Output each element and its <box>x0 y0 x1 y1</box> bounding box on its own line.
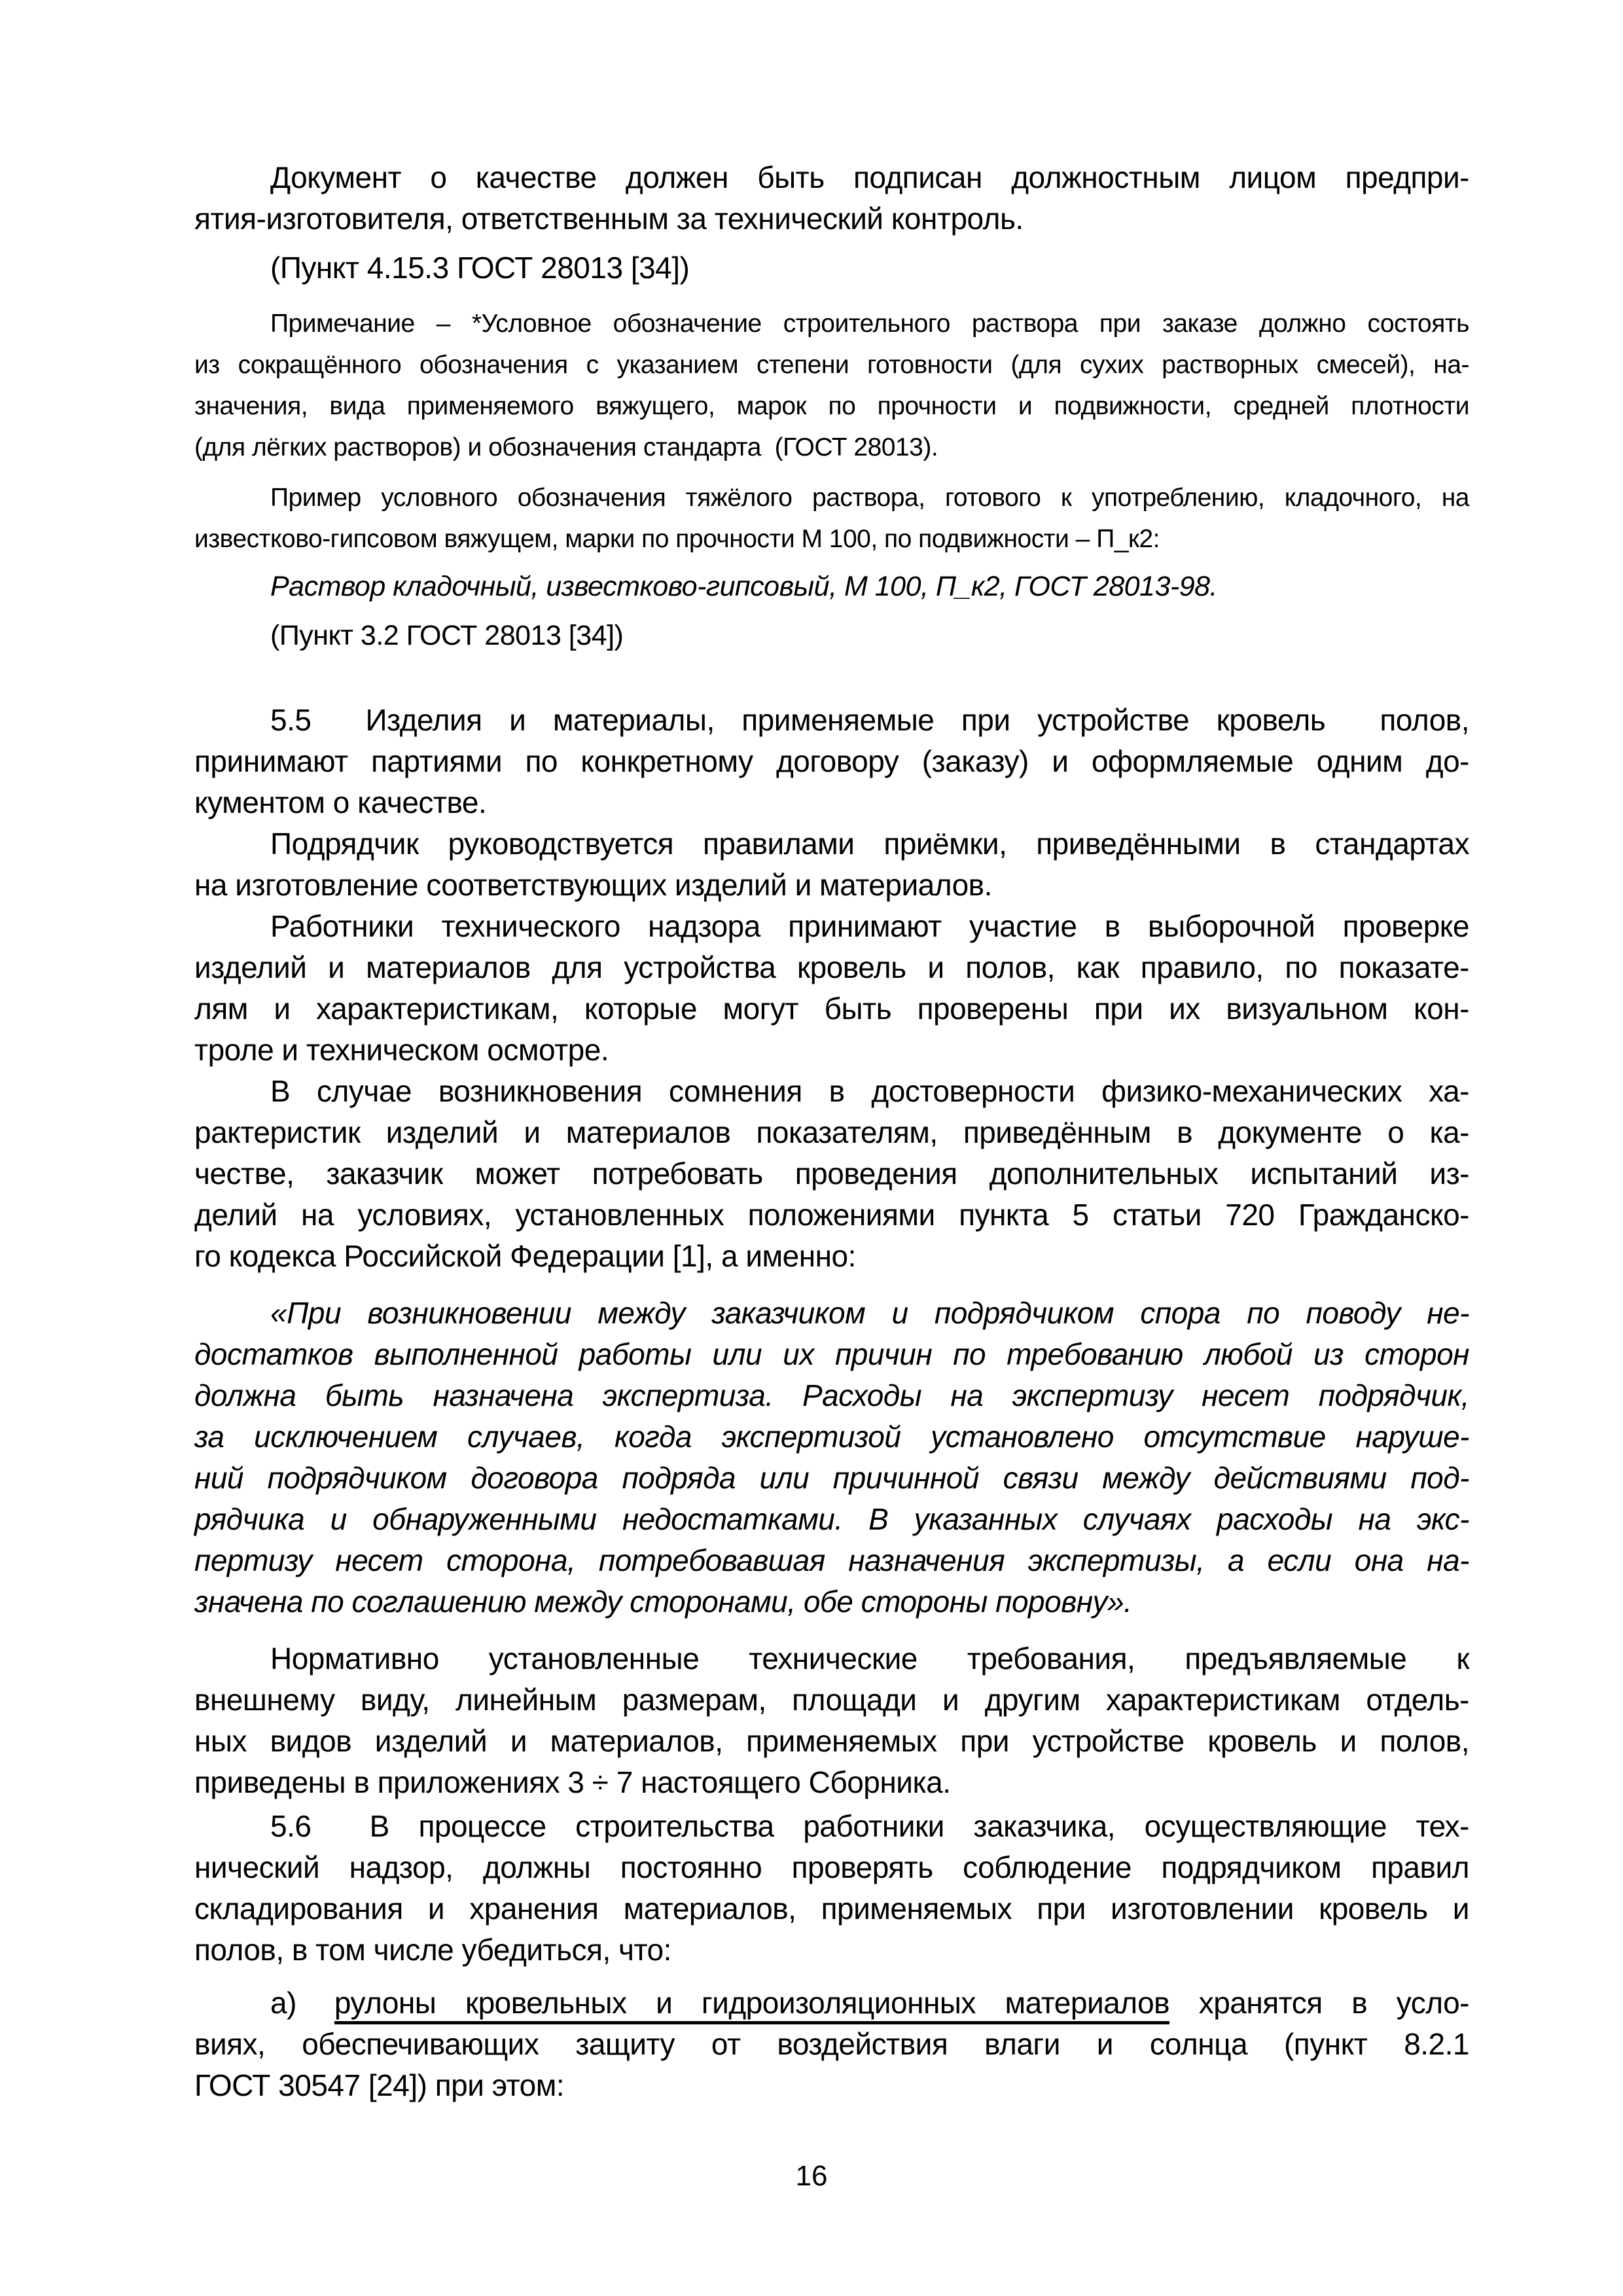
paragraph-6 <box>194 615 1469 656</box>
text-line: троле и техническом осмотре. <box>194 1033 609 1067</box>
text-line: приведены в приложениях 3 ÷ 7 настоящего Сборника. <box>194 1765 951 1799</box>
text-line: честве, заказчик может потребовать проведения дополнительных испытаний из- <box>194 1157 1469 1191</box>
text-line: изделий и материалов для устройства кровель и полов, как правило, по показате- <box>194 950 1469 984</box>
paragraph-11 <box>194 1293 1469 1623</box>
text-line <box>194 1982 1469 2024</box>
text-line: нический надзор, должны постоянно проверять соблюдение подрядчиком правил <box>194 1850 1469 1884</box>
paragraph-4 <box>194 477 1469 560</box>
paragraph-8 <box>194 823 1469 906</box>
text-line: 5.6 В процессе строительства работники заказчика, осуществляющие тех- <box>270 1809 1469 1843</box>
text-line: рядчика и обнаруженными недостатками. В указанных случаях расходы на экс- <box>194 1502 1469 1536</box>
page-number: 16 <box>795 2160 828 2192</box>
text-line: Документ о качестве должен быть подписан должностным лицом предпри- <box>270 160 1469 194</box>
text-line: «При возникновении между заказчиком и подрядчиком спора по поводу не- <box>270 1296 1469 1330</box>
text-line: известково-гипсовом вяжущем, марки по прочности М 100, по подвижности – П_к2: <box>194 525 1160 553</box>
text-line: (для лёгких растворов) и обозначения стандарта (ГОСТ 28013). <box>194 433 938 461</box>
text-line: (Пункт 3.2 ГОСТ 28013 [34]) <box>270 620 624 651</box>
text-line: виях, обеспечивающих защиту от воздействия влаги и солнца (пункт 8.2.1 <box>194 2027 1469 2061</box>
text-segment: а) <box>270 1986 296 2020</box>
text-line: должна быть назначена экспертиза. Расходы на экспертизу несет подрядчик, <box>194 1378 1469 1412</box>
paragraph-2 <box>194 247 1469 289</box>
text-line: рактеристик изделий и материалов показателям, приведённым в документе о ка- <box>194 1115 1469 1149</box>
text-line: значена по соглашению между сторонами, обе стороны поровну». <box>194 1585 1132 1619</box>
underlined-text: рулоны кровельных и гидроизоляционных материалов <box>334 1986 1169 2024</box>
text-line: 5.5 Изделия и материалы, применяемые при устройстве кровель полов, <box>270 703 1469 737</box>
page-content <box>194 157 1469 2106</box>
paragraph-10 <box>194 1071 1469 1277</box>
text-line: В случае возникновения сомнения в достоверности физико-механических ха- <box>270 1074 1469 1108</box>
text-line: внешнему виду, линейным размерам, площади и другим характеристикам отдель- <box>194 1683 1469 1717</box>
text-line: Работники технического надзора принимают участие в выборочной проверке <box>270 909 1469 943</box>
text-line: принимают партиями по конкретному договору (заказу) и оформляемые одним до- <box>194 744 1469 778</box>
text-line: ятия-изготовителя, ответственным за технический контроль. <box>194 202 1024 236</box>
text-line: Пример условного обозначения тяжёлого раствора, готового к употреблению, кладочного, на <box>270 484 1469 512</box>
text-line: складирования и хранения материалов, применяемых при изготовлении кровель и <box>194 1892 1469 1926</box>
text-line: (Пункт 4.15.3 ГОСТ 28013 [34]) <box>270 251 690 285</box>
paragraph-1 <box>194 157 1469 240</box>
text-line: значения, вида применяемого вяжущего, марок по прочности и подвижности, средней плотности <box>194 392 1469 420</box>
text-line: лям и характеристикам, которые могут быть проверены при их визуальном кон- <box>194 992 1469 1026</box>
text-line: Раствор кладочный, известково-гипсовый, М 100, П_к2, ГОСТ 28013-98. <box>270 571 1217 602</box>
text-line: за исключением случаев, когда экспертизой установлено отсутствие наруше- <box>194 1420 1469 1454</box>
text-line: кументом о качестве. <box>194 785 487 819</box>
paragraph-14 <box>194 1982 1469 2106</box>
text-line: достатков выполненной работы или их причин по требованию любой из сторон <box>194 1337 1469 1371</box>
text-line: ГОСТ 30547 [24]) при этом: <box>194 2068 565 2102</box>
text-line: Подрядчик руководствуется правилами приёмки, приведёнными в стандартах <box>270 827 1469 861</box>
paragraph-3 <box>194 303 1469 468</box>
text-line: полов, в том числе убедиться, что: <box>194 1933 671 1967</box>
paragraph-9 <box>194 906 1469 1071</box>
text-line: го кодекса Российской Федерации [1], а именно: <box>194 1239 856 1273</box>
paragraph-12 <box>194 1638 1469 1803</box>
text-line: Нормативно установленные технические требования, предъявляемые к <box>270 1641 1469 1676</box>
text-line: из сокращённого обозначения с указанием степени готовности (для сухих растворных смесей), на- <box>194 351 1469 379</box>
text-segment: хранятся в усло- <box>1169 1986 1469 2020</box>
text-line: ных видов изделий и материалов, применяемых при устройстве кровель и полов, <box>194 1724 1469 1758</box>
text-line: на изготовление соответствующих изделий и материалов. <box>194 868 992 902</box>
paragraph-13 <box>194 1806 1469 1971</box>
text-line: Примечание – *Условное обозначение строительного раствора при заказе должно состоять <box>270 310 1469 338</box>
text-line: делий на условиях, установленных положениями пункта 5 статьи 720 Гражданско- <box>194 1198 1469 1232</box>
text-line: ний подрядчиком договора подряда или причинной связи между действиями под- <box>194 1461 1469 1495</box>
paragraph-7 <box>194 700 1469 823</box>
paragraph-5 <box>194 566 1469 607</box>
text-line: пертизу несет сторона, потребовавшая назначения экспертизы, а если она на- <box>194 1543 1469 1577</box>
